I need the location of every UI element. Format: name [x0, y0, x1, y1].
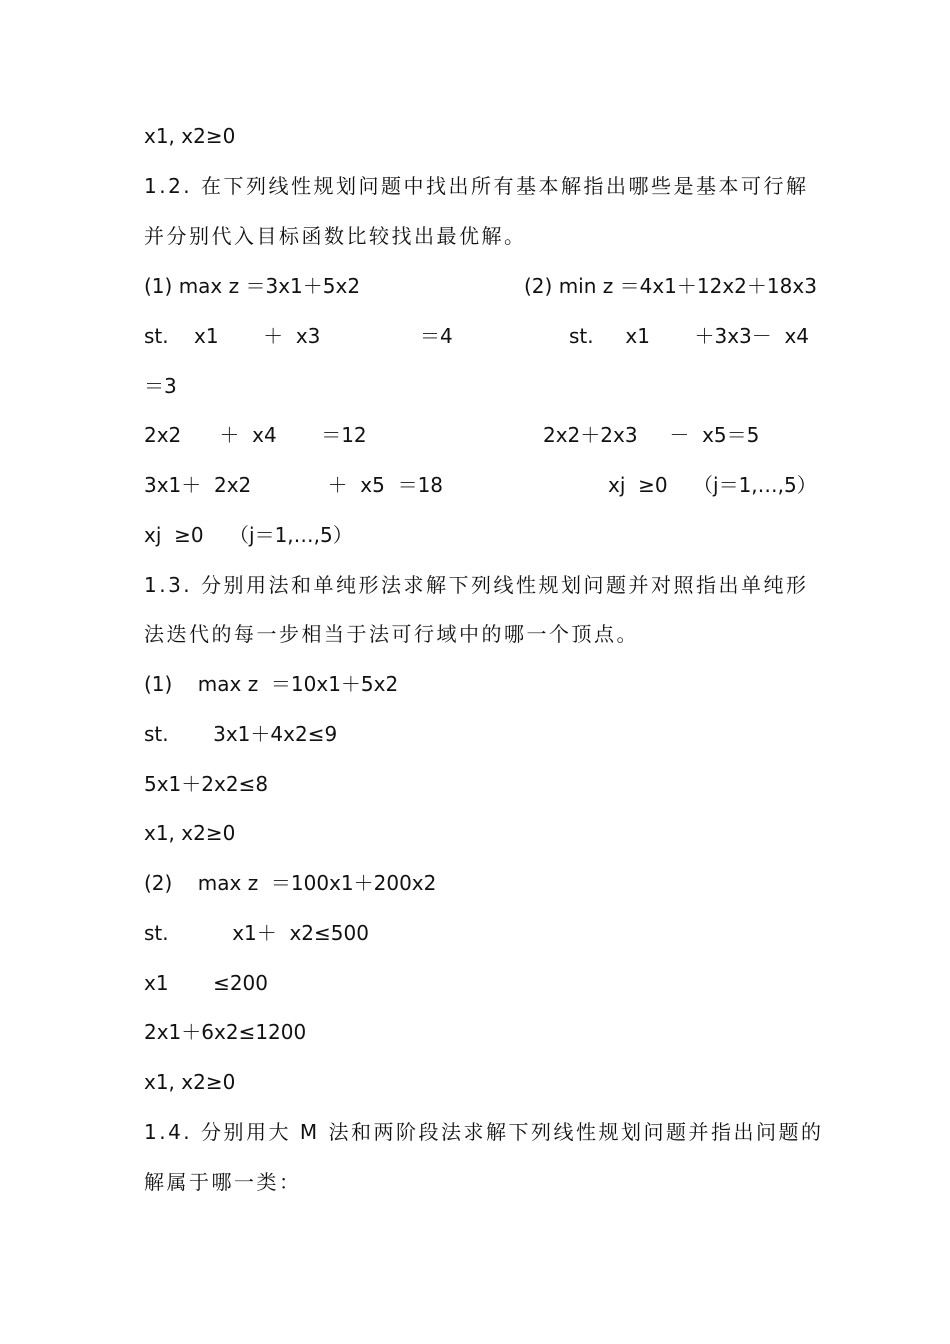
problem-1-3-part2-nonneg: x1, x2≥0 — [144, 1070, 236, 1094]
problem-1-2-part2-objective: (2) min z ＝4x1＋12x2＋18x3 — [524, 274, 817, 298]
problem-1-2-part2-constraint-1: st. x1 ＋3x3－ x4 — [569, 324, 810, 348]
problem-1-2-part1-nonneg: xj ≥0 （j＝1,…,5） — [144, 523, 353, 547]
problem-1-3-part2-objective: (2) max z ＝100x1＋200x2 — [144, 871, 437, 895]
problem-1-2-continuation: 并分别代入目标函数比较找出最优解。 — [144, 224, 527, 248]
problem-1-2-part2-constraint-1-rhs: ＝3 — [144, 374, 177, 398]
problem-1-3-part2-constraint-2: x1 ≤200 — [144, 971, 268, 995]
problem-1-4-heading: 1.4. 分别用大 M 法和两阶段法求解下列线性规划问题并指出问题的 — [144, 1120, 824, 1144]
constraint-nonneg-line: x1, x2≥0 — [144, 124, 236, 148]
problem-1-3-heading: 1.3. 分别用法和单纯形法求解下列线性规划问题并对照指出单纯形 — [144, 573, 809, 597]
problem-1-2-part1-constraint-2: 2x2 ＋ x4 ＝12 — [144, 423, 367, 447]
problem-1-3-part1-objective: (1) max z ＝10x1＋5x2 — [144, 672, 399, 696]
problem-1-2-heading: 1.2. 在下列线性规划问题中找出所有基本解指出哪些是基本可行解 — [144, 174, 809, 198]
problem-1-3-part2-constraint-3: 2x1＋6x2≤1200 — [144, 1020, 307, 1044]
problem-1-3-part2-constraint-1: st. x1＋ x2≤500 — [144, 921, 369, 945]
problem-1-2-part2-nonneg: xj ≥0 （j＝1,…,5） — [608, 473, 817, 497]
problem-1-2-part1-constraint-1: st. x1 ＋ x3 — [144, 324, 321, 348]
problem-1-2-part1-constraint-3: 3x1＋ 2x2 ＋ x5 ＝18 — [144, 473, 444, 497]
problem-1-2-part2-constraint-2: 2x2＋2x3 － x5＝5 — [543, 423, 760, 447]
problem-1-4-continuation: 解属于哪一类： — [144, 1170, 302, 1194]
problem-1-3-part1-constraint-2: 5x1＋2x2≤8 — [144, 772, 269, 796]
problem-1-3-part1-nonneg: x1, x2≥0 — [144, 821, 236, 845]
problem-1-3-continuation: 法迭代的每一步相当于法可行域中的哪一个顶点。 — [144, 622, 639, 646]
problem-1-2-part1-objective: (1) max z ＝3x1＋5x2 — [144, 274, 361, 298]
problem-1-3-part1-constraint-1: st. 3x1＋4x2≤9 — [144, 722, 338, 746]
problem-1-2-part1-constraint-1-rhs: ＝4 — [420, 324, 453, 348]
